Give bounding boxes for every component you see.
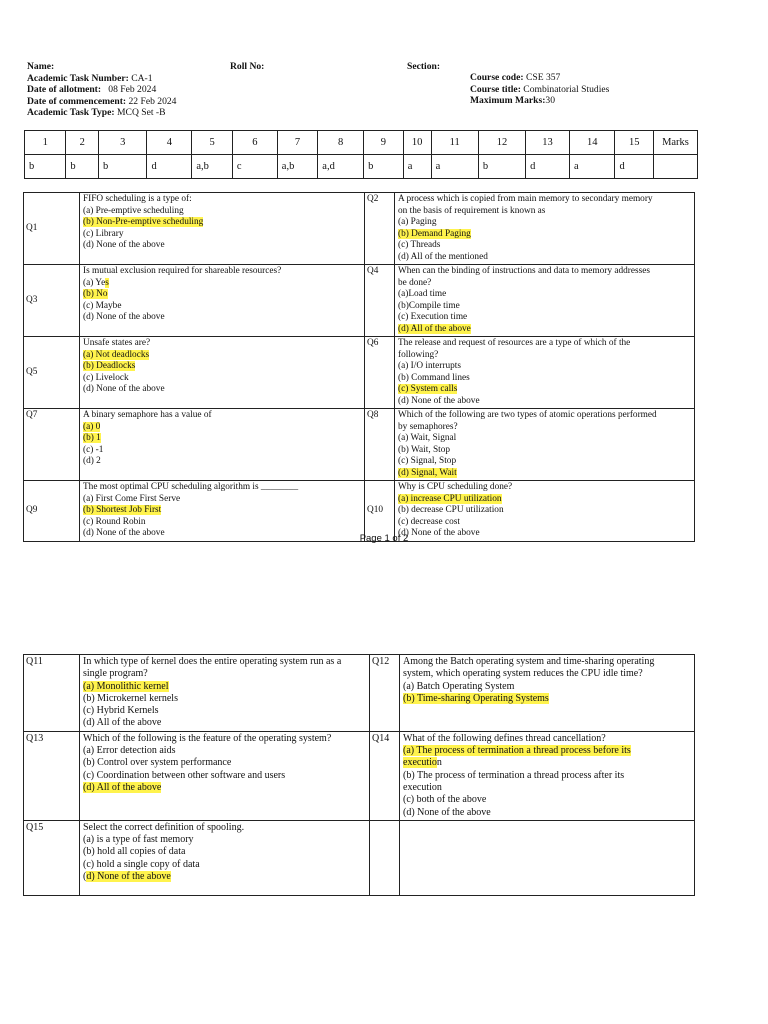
option-correct: (b) Deadlocks [83,361,136,371]
question-text: A process which is copied from main memory to secondary memory [398,194,653,204]
answer-cell: d [615,155,653,179]
question-row [24,655,695,732]
option: (d) None of the above [403,806,491,818]
option: (c) decrease cost [398,516,460,527]
name-label: Name: [27,61,55,72]
option: (c) Threads [398,240,441,250]
answer-table [24,130,698,179]
question-text: be done? [398,277,432,288]
course-code: CSE 357 [525,72,561,83]
question-row [24,409,695,481]
question-number: Q13 [24,731,80,820]
question-cell [400,731,695,820]
option: (a) Error detection aids [83,745,176,757]
answer-cell: b [364,155,404,179]
option: (b) Control over system performance [83,757,232,769]
header-right [470,72,609,107]
option-correct: (a) 0 [83,421,101,432]
answer-cell: b [98,155,146,179]
option: (c) Execution time [398,312,468,322]
question-text: What of the following defines thread cancellation? [403,732,606,744]
allotment-label: Date of allotment: [27,84,102,95]
option-correct: (c) System calls [398,384,458,394]
option: (d) None of the above [83,240,165,250]
option: (d) None of the above [398,528,480,538]
question-row [24,337,695,409]
max-marks: 30 [545,95,555,106]
answer-number: 3 [98,131,146,155]
task-number-label: Academic Task Number: [27,72,129,84]
answer-cell: a [431,155,478,179]
section-label: Section: [407,61,441,72]
question-number: Q9 [24,481,80,542]
question-number: Q1 [24,193,80,265]
question-number: Q8 [365,409,395,481]
option-correct: (a) The process of termination a thread process before its [403,745,631,757]
question-text: The most optimal CPU scheduling algorithm is ________ [83,482,299,492]
question-number: Q4 [365,265,395,337]
question-text: The release and request of resources are a type of which of the [398,338,631,348]
page-number: Page 1 of 2 [359,533,409,544]
question-cell [400,655,695,732]
question-cell [395,409,695,481]
option: execution [403,781,442,793]
question-cell [395,337,695,409]
task-number: CA-1 [131,72,153,84]
question-text: by semaphores? [398,421,458,432]
option-correct: d) None of the above [86,871,171,883]
answer-number: 11 [431,131,478,155]
question-row [24,481,695,542]
question-cell [80,265,365,337]
roll-label: Roll No: [230,61,265,72]
option: (a)Load time [398,289,447,299]
option-correct: (b) Non-Pre-emptive scheduling [83,217,204,227]
answer-cell: d [147,155,192,179]
option: (c) hold a single copy of data [83,858,200,870]
question-number: Q10 [365,481,395,542]
empty-question-cell [400,820,695,895]
question-cell [395,265,695,337]
question-text: Why is CPU scheduling done? [398,482,513,492]
task-type-label: Academic Task Type: [27,107,115,118]
option: (c) Coordination between other software and users [83,769,286,781]
question-cell [80,193,365,265]
question-text: When can the binding of instructions and data to memory addresses [398,266,650,276]
question-number: Q7 [24,409,80,481]
question-number: Q3 [24,265,80,337]
option-correct: (d) All of the above [398,323,471,334]
answer-number: 14 [569,131,615,155]
question-text: A binary semaphore has a value of [83,410,212,420]
question-text: Among the Batch operating system and time-sharing operating [403,656,655,667]
option: (a) Batch Operating System [403,680,515,692]
option: (c) Library [83,228,124,239]
commencement-date: 22 Feb 2024 [128,95,177,107]
answer-cell: b [25,155,66,179]
question-cell [80,337,365,409]
option-correct: (b) No [83,289,108,299]
question-text: Which of the following is the feature of the operating system? [83,732,332,744]
option: (b) Wait, Stop [398,444,451,455]
option: (a) is a type of fast memory [83,834,194,846]
option: (d) All of the mentioned [398,251,488,262]
answer-cell: d [526,155,570,179]
option: (c) Livelock [83,372,129,383]
question-text: following? [398,349,439,360]
question-text: FIFO scheduling is a type of: [83,194,192,204]
option: (d) None of the above [398,395,480,406]
option: (a) Wait, Signal [398,433,457,443]
marks-header: Marks [653,131,697,155]
option-correct: (a) increase CPU utilization [398,493,502,504]
question-row [24,193,695,265]
question-text: Is mutual exclusion required for shareable resources? [83,266,282,276]
question-row [24,731,695,820]
answer-number: 9 [364,131,404,155]
question-text: In which type of kernel does the entire operating system run as a [83,656,342,667]
option: (d) 2 [83,456,101,466]
course-title-label: Course title: [470,83,521,95]
question-text: Which of the following are two types of atomic operations performed [398,410,657,420]
option: (c) both of the above [403,794,487,806]
course-title: Combinatorial Studies [523,83,610,95]
question-table-page-2 [23,654,695,896]
option-correct: (d) Signal, Wait [398,467,457,478]
answer-number: 2 [66,131,99,155]
question-cell [395,481,695,542]
allotment-date: 08 Feb 2024 [108,84,157,95]
answer-cell: a [569,155,615,179]
question-text: single program? [83,668,148,680]
answer-cell: a [403,155,431,179]
option: (d) None of the above [83,384,165,394]
option-fragment: n [436,757,442,769]
option: (a) Ye [83,277,106,288]
answer-number: 6 [232,131,277,155]
option: (d) None of the above [83,528,165,538]
option: (c) Signal, Stop [398,456,457,466]
option: (c) Maybe [83,300,122,311]
option: (b) hold all copies of data [83,846,186,858]
option: (d) None of the above [83,312,165,322]
answer-number: 15 [615,131,653,155]
option: (b)Compile time [398,300,460,311]
option-correct-fragment: s [105,277,109,288]
question-row [24,265,695,337]
option: (a) Pre-emptive scheduling [83,205,184,216]
question-cell [80,409,365,481]
question-cell [80,655,370,732]
course-code-label: Course code: [470,72,524,83]
answer-cell: a,b [277,155,317,179]
option: (b) Command lines [398,372,470,383]
answer-cell: c [232,155,277,179]
answer-number: 5 [192,131,232,155]
commencement-label: Date of commencement: [27,95,127,107]
question-row [24,820,695,895]
question-text: system, which operating system reduces the CPU idle time? [403,668,643,680]
answer-number: 8 [318,131,364,155]
option-correct: (b) Time-sharing Operating Systems [403,692,549,704]
option-correct: (a) Not deadlocks [83,349,150,360]
option: (c) -1 [83,444,104,455]
option-correct: (b) 1 [83,433,101,443]
question-cell [80,820,370,895]
question-text: Select the correct definition of spooling. [83,821,245,833]
answer-number: 10 [403,131,431,155]
option-correct: (d) All of the above [83,781,162,793]
answer-number: 1 [25,131,66,155]
option-correct: executio [403,757,437,769]
task-type: MCQ Set -B [117,107,166,118]
question-number: Q14 [370,731,400,820]
option: (b) Microkernel kernels [83,692,178,704]
option: (c) Hybrid Kernels [83,705,159,717]
empty-number-cell [370,820,400,895]
answer-number-row [25,131,698,155]
option-correct: (b) Demand Paging [398,228,471,239]
option-fragment: ( [83,871,87,883]
question-cell [80,481,365,542]
marks-cell [653,155,697,179]
answer-number: 12 [478,131,525,155]
question-cell [80,731,370,820]
question-number: Q15 [24,820,80,895]
answer-number: 13 [526,131,570,155]
option: (b) The process of termination a thread process after its [403,769,625,781]
option: (b) decrease CPU utilization [398,505,504,515]
question-number: Q6 [365,337,395,409]
max-marks-label: Maximum Marks: [470,95,546,106]
option: (d) All of the above [83,717,162,729]
question-text: on the basis of requirement is known as [398,205,546,216]
question-table-page-1 [23,192,695,542]
answer-cell: b [478,155,525,179]
option-correct: (b) Shortest Job First [83,505,162,515]
question-cell [395,193,695,265]
option: (c) Round Robin [83,516,146,527]
option: (a) I/O interrupts [398,361,461,371]
option: (a) Paging [398,217,437,227]
question-text: Unsafe states are? [83,338,151,348]
question-number: Q11 [24,655,80,732]
answer-cell: b [66,155,99,179]
answer-cell: a,d [318,155,364,179]
answer-cell: a,b [192,155,232,179]
option-correct: (a) Monolithic kernel [83,680,169,692]
answer-number: 4 [147,131,192,155]
answer-row [25,155,698,179]
answer-number: 7 [277,131,317,155]
question-number: Q12 [370,655,400,732]
question-number: Q5 [24,337,80,409]
question-number: Q2 [365,193,395,265]
option: (a) First Come First Serve [83,493,181,504]
header-left [27,61,176,119]
